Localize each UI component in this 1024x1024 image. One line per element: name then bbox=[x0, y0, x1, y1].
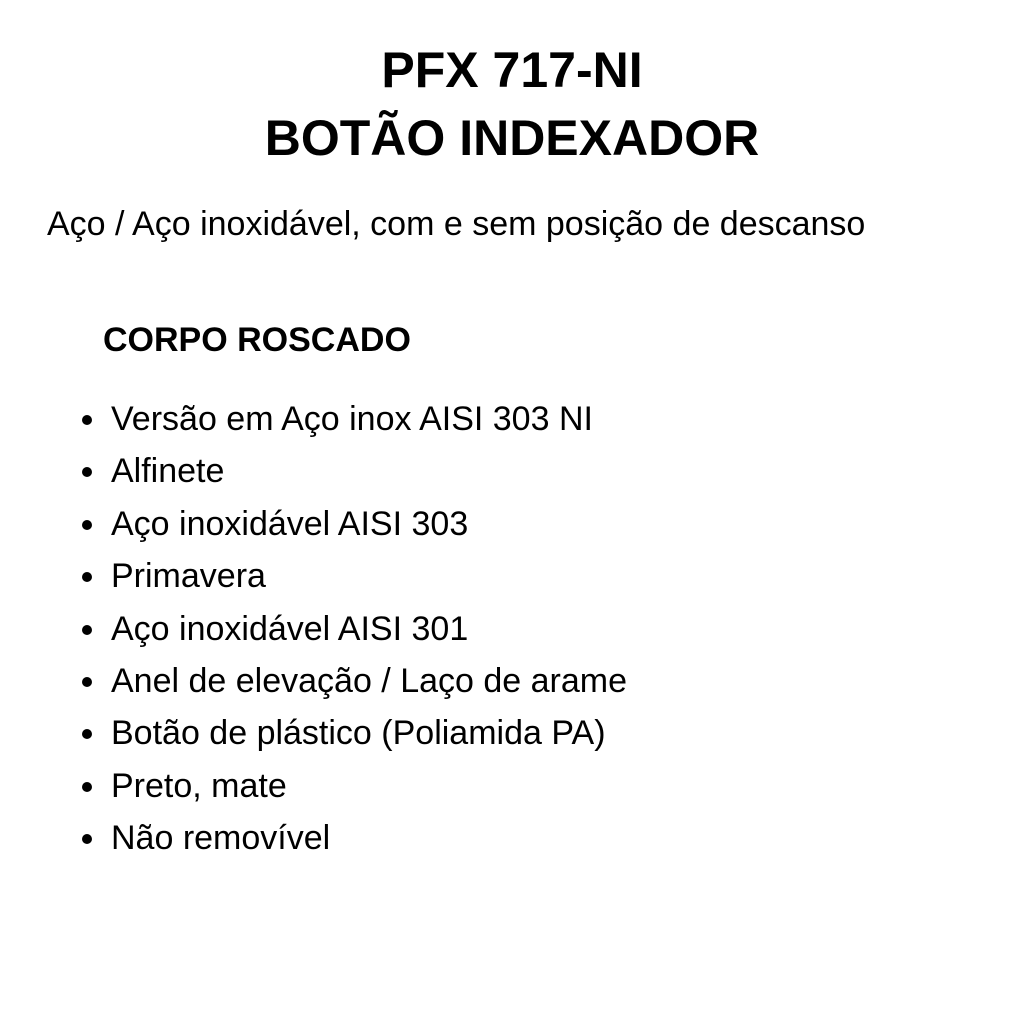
bullet-icon bbox=[82, 729, 92, 739]
list-item-text: Botão de plástico (Poliamida PA) bbox=[111, 714, 606, 753]
title-line-2: BOTÃO INDEXADOR bbox=[264, 110, 760, 166]
list-item-text: Alfinete bbox=[111, 452, 225, 491]
list-item-text: Primavera bbox=[111, 557, 266, 596]
list-item bbox=[78, 551, 627, 603]
list-item-text: Versão em Aço inox AISI 303 NI bbox=[111, 400, 593, 438]
list-item bbox=[78, 446, 627, 498]
bullet-icon bbox=[82, 625, 92, 635]
bullet-icon bbox=[82, 834, 92, 844]
page-title bbox=[0, 36, 1024, 172]
list-item bbox=[78, 604, 627, 656]
bullet-icon bbox=[82, 415, 92, 425]
feature-list bbox=[78, 394, 627, 866]
title-line-1: PFX 717-NI bbox=[381, 42, 643, 98]
bullet-icon bbox=[82, 467, 92, 477]
list-item bbox=[78, 761, 627, 813]
bullet-icon bbox=[82, 677, 92, 687]
list-item bbox=[78, 499, 627, 551]
list-item-text: Não removível bbox=[111, 819, 331, 858]
list-item bbox=[78, 656, 627, 708]
section-heading: CORPO ROSCADO bbox=[103, 321, 411, 359]
list-item bbox=[78, 708, 627, 760]
bullet-icon bbox=[82, 572, 92, 582]
bullet-icon bbox=[82, 782, 92, 792]
list-item bbox=[78, 813, 627, 865]
list-item-text: Preto, mate bbox=[111, 766, 287, 805]
list-item-text: Aço inoxidável AISI 301 bbox=[111, 609, 469, 648]
bullet-icon bbox=[82, 520, 92, 530]
page-subtitle: Aço / Aço inoxidável, com e sem posição de descanso bbox=[47, 205, 866, 243]
list-item bbox=[78, 394, 627, 446]
list-item-text: Aço inoxidável AISI 303 bbox=[111, 504, 469, 543]
list-item-text: Anel de elevação / Laço de arame bbox=[111, 661, 628, 700]
